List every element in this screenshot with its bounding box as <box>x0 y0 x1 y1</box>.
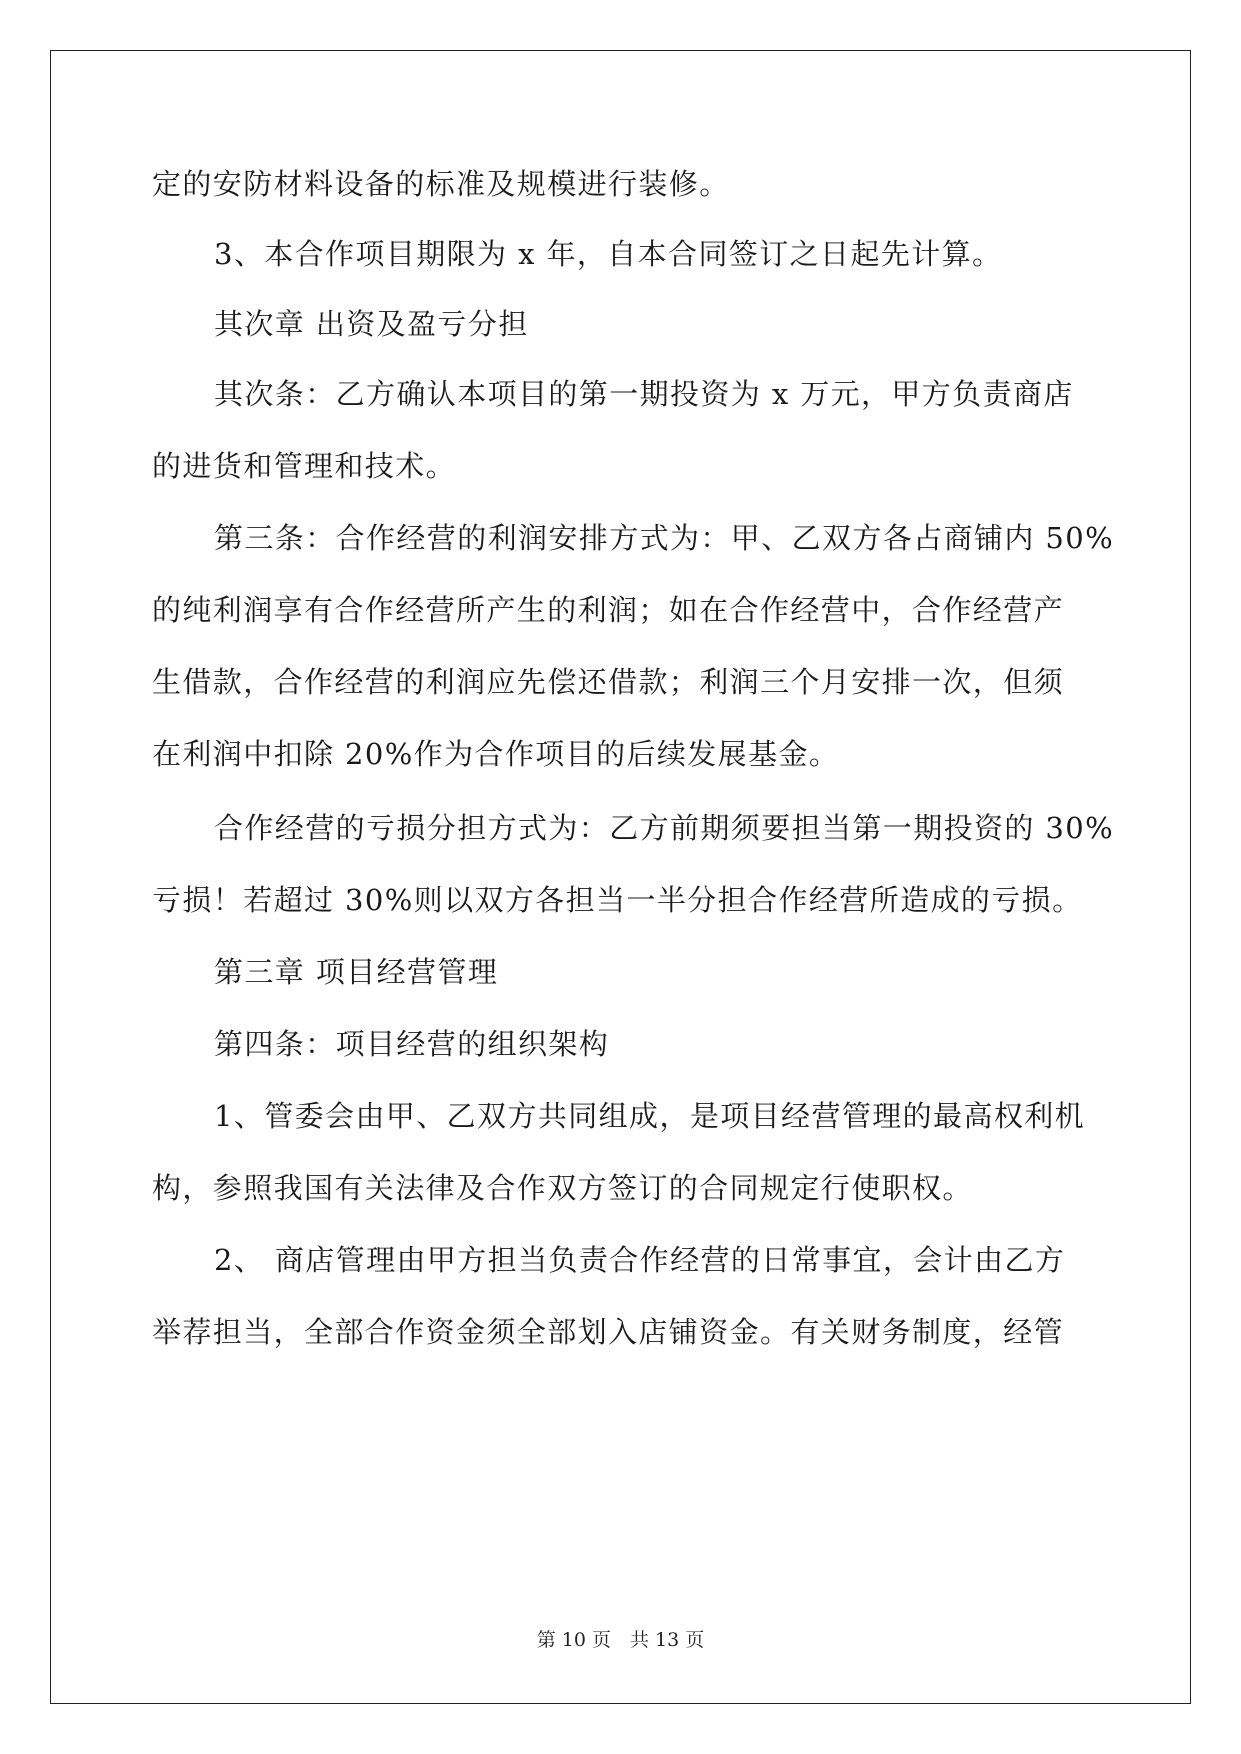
page-number: 第 10 页 共 13 页 <box>536 1629 705 1651</box>
text-line: 亏损！若超过 30%则以双方各担当一半分担合作经营所造成的亏损。 <box>152 883 1083 917</box>
text-line: 2、 商店管理由甲方担当负责合作经营的日常事宜，会计由乙方 <box>214 1243 1066 1277</box>
text-line: 构，参照我国有关法律及合作双方签订的合同规定行使职权。 <box>152 1171 973 1205</box>
page-border <box>50 50 1191 1704</box>
text-line: 的进货和管理和技术。 <box>152 449 457 483</box>
text-line: 的纯利润享有合作经营所产生的利润；如在合作经营中，合作经营产 <box>152 593 1065 627</box>
text-line: 定的安防材料设备的标准及规模进行装修。 <box>152 167 730 201</box>
chapter-heading: 其次章 出资及盈亏分担 <box>214 307 529 341</box>
text-line: 其次条：乙方确认本项目的第一期投资为 x 万元，甲方负责商店 <box>214 377 1074 411</box>
text-line: 在利润中扣除 20%作为合作项目的后续发展基金。 <box>152 737 840 771</box>
chapter-heading: 第三章 项目经营管理 <box>214 955 499 989</box>
text-line: 第四条：项目经营的组织架构 <box>214 1027 610 1061</box>
text-line: 举荐担当，全部合作资金须全部划入店铺资金。有关财务制度，经管 <box>152 1315 1065 1349</box>
text-line: 3、本合作项目期限为 x 年，自本合同签订之日起先计算。 <box>214 237 1003 271</box>
text-line: 1、管委会由甲、乙双方共同组成，是项目经营管理的最高权利机 <box>214 1099 1086 1133</box>
text-line: 生借款，合作经营的利润应先偿还借款；利润三个月安排一次，但须 <box>152 665 1065 699</box>
text-line: 合作经营的亏损分担方式为：乙方前期须要担当第一期投资的 30% <box>214 811 1115 845</box>
text-line: 第三条：合作经营的利润安排方式为：甲、乙双方各占商铺内 50% <box>214 521 1115 555</box>
